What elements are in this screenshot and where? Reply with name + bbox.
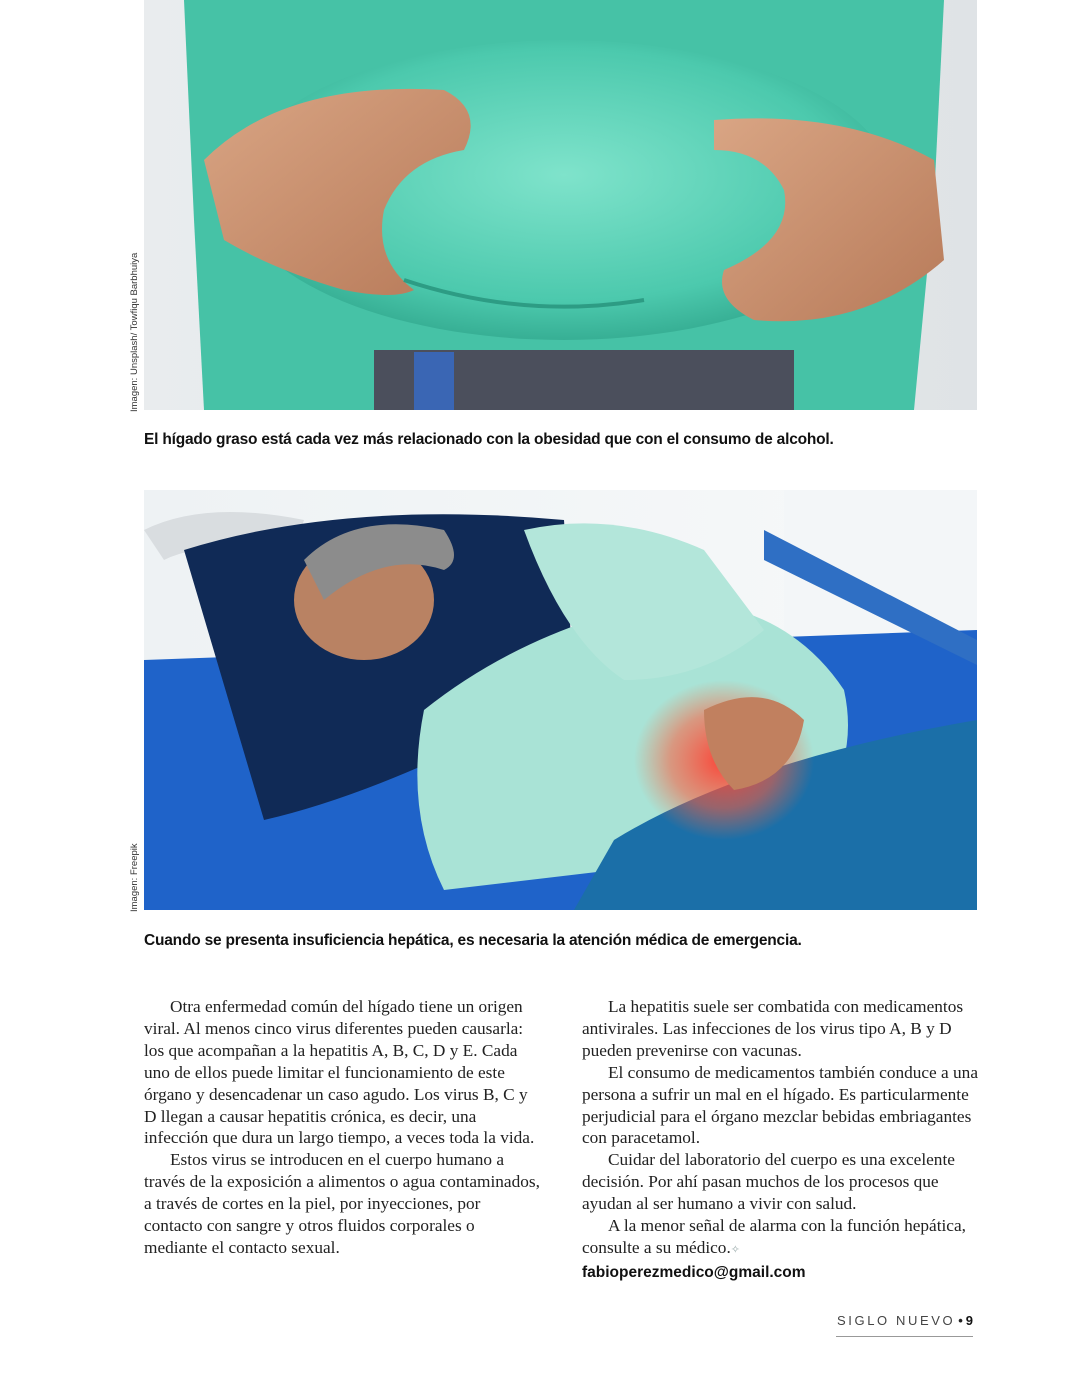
- belly-photo: [144, 0, 977, 410]
- photo-credit: Imagen: Freepik: [129, 843, 140, 912]
- page-footer: [836, 1313, 973, 1328]
- photo-credit: Imagen: Unsplash/ Towfiqu Barbhuiya: [129, 252, 140, 412]
- article-column-left: [144, 996, 540, 1259]
- page-number: 9: [965, 1313, 973, 1328]
- hospital-patient-photo: [144, 490, 977, 910]
- article-paragraph: Cuidar del laboratorio del cuerpo es una excelente decisión. Por ahí pasan muchos de los procesos que ayudan al ser humano a vivir con salud.: [582, 1150, 955, 1214]
- article-paragraph: La hepatitis suele ser combatida con medicamentos antivirales. Las infecciones de los virus tipo A, B y D pueden prevenirse con vacunas.: [582, 997, 964, 1060]
- article-paragraph-text: A la menor señal de alarma con la función hepática, consulte a su médico.: [582, 1216, 966, 1257]
- end-of-article-mark: ✧: [730, 1243, 740, 1256]
- footer-separator: •: [958, 1313, 963, 1328]
- article-paragraph: Estos virus se introducen en el cuerpo humano a través de la exposición a alimentos o agua contaminados, a través de cortes en la piel, por inyecciones, por contacto con sangre y otros fluidos corporales o mediante el contacto sexual.: [144, 1150, 540, 1257]
- photo-caption: El hígado graso está cada vez más relacionado con la obesidad que con el consumo de alcohol.: [144, 431, 834, 448]
- author-email: fabioperezmedico@gmail.com: [582, 1263, 806, 1281]
- article-paragraph: El consumo de medicamentos también conduce a una persona a sufrir un mal en el hígado. Es particularmente perjudicial para el órgano mezclar bebidas embriagantes con paracetamol.: [582, 1062, 978, 1148]
- footer-rule: [836, 1336, 973, 1337]
- magazine-name: SIGLO NUEVO: [837, 1313, 956, 1328]
- article-paragraph: Otra enfermedad común del hígado tiene un origen viral. Al menos cinco virus diferentes pueden causarla: los que acompañan a la hepatitis A, B, C, D y E. Cada uno de ellos puede limitar el funcionamiento de este órgano y desencadenar un caso agudo. Los virus B, C y D llegan a causar hepatitis crónica, es decir, una infección que dura un largo tiempo, a veces toda la vida.: [144, 997, 535, 1148]
- article-paragraph: [582, 1215, 978, 1262]
- photo-caption: Cuando se presenta insuficiencia hepática, es necesaria la atención médica de emergencia.: [144, 932, 802, 949]
- article-column-right: [582, 996, 978, 1284]
